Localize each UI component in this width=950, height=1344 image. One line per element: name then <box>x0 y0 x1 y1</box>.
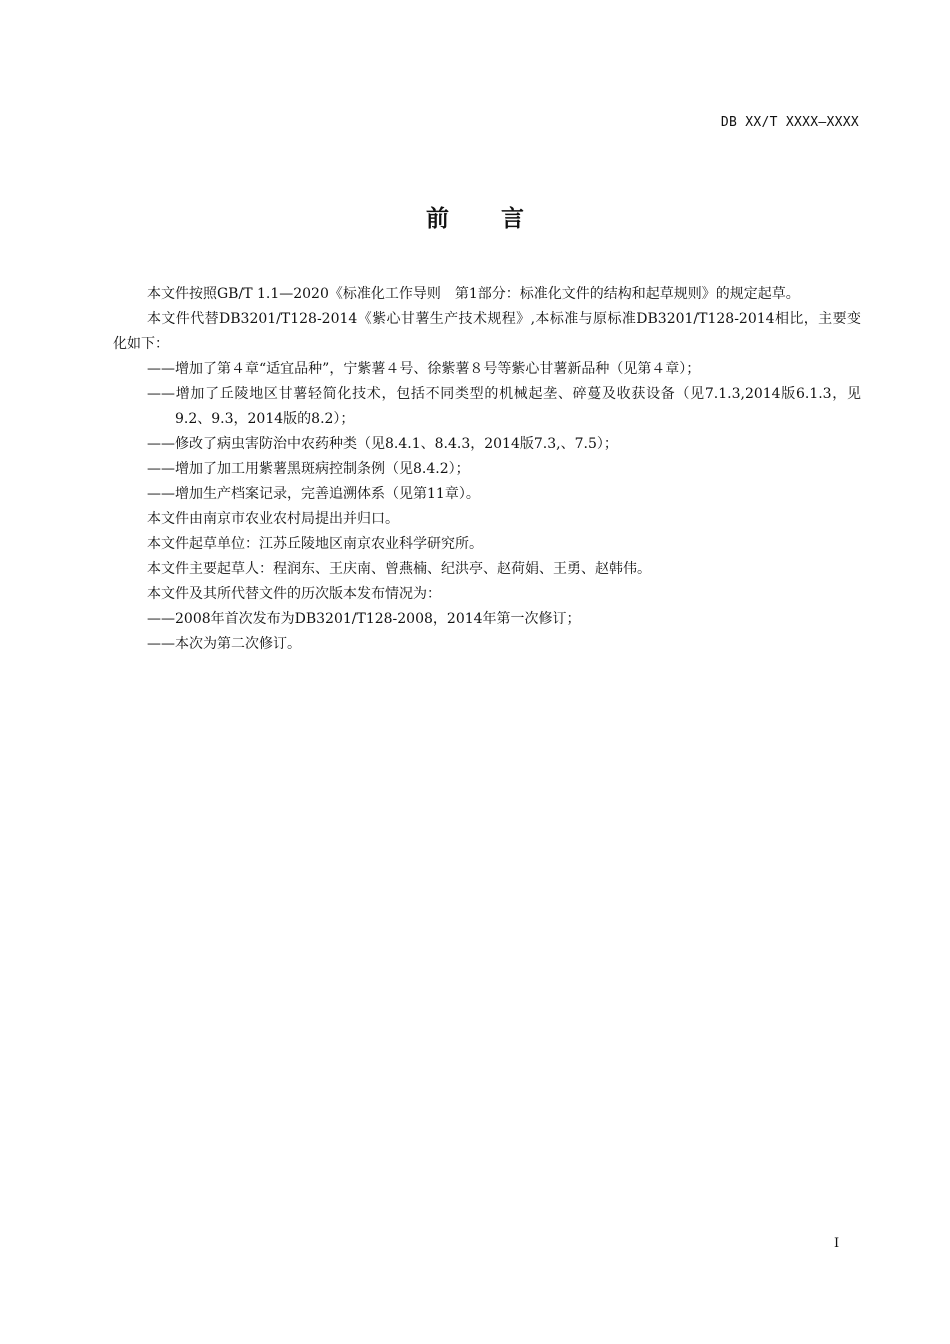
change-item: ——增加了丘陵地区甘薯轻简化技术，包括不同类型的机械起垄、碎蔓及收获设备（见7.1.3,2014版6.1.3，见9.2、9.3，2014版的8.2）； <box>147 386 861 427</box>
history-item: ——2008年首次发布为DB3201/T128-2008，2014年第一次修订； <box>147 611 581 627</box>
change-item: ——增加了第４章“适宜品种”，宁紫薯４号、徐紫薯８号等紫心甘薯新品种（见第４章）； <box>147 361 701 377</box>
paragraph-replacement: 本文件代替DB3201/T128-2014《紫心甘薯生产技术规程》,本标准与原标准DB3201/T128-2014相比，主要变化如下： <box>113 311 861 352</box>
page-number: I <box>834 1236 840 1251</box>
paragraph-version-history: 本文件及其所代替文件的历次版本发布情况为： <box>147 586 441 602</box>
paragraph-drafters: 本文件主要起草人：程润东、王庆南、曾燕楠、纪洪亭、赵荷娟、王勇、赵韩伟。 <box>147 561 651 577</box>
change-item: ——增加生产档案记录，完善追溯体系（见第11章）。 <box>147 486 480 502</box>
foreword-body <box>113 282 861 657</box>
document-code: DB XX/T XXXX—XXXX <box>720 115 859 130</box>
page-title: 前言 <box>426 206 576 232</box>
paragraph-drafting-rules: 本文件按照GB/T 1.1—2020《标准化工作导则 第1部分：标准化文件的结构和起草规则》的规定起草。 <box>147 286 800 302</box>
change-item: ——修改了病虫害防治中农药种类（见8.4.1、8.4.3，2014版7.3,、7.5）； <box>147 436 618 452</box>
paragraph-proposer: 本文件由南京市农业农村局提出并归口。 <box>147 511 399 527</box>
change-item: ——增加了加工用紫薯黑斑病控制条例（见8.4.2）； <box>147 461 470 477</box>
history-item: ——本次为第二次修订。 <box>147 636 301 652</box>
paragraph-drafting-unit: 本文件起草单位：江苏丘陵地区南京农业科学研究所。 <box>147 536 483 552</box>
